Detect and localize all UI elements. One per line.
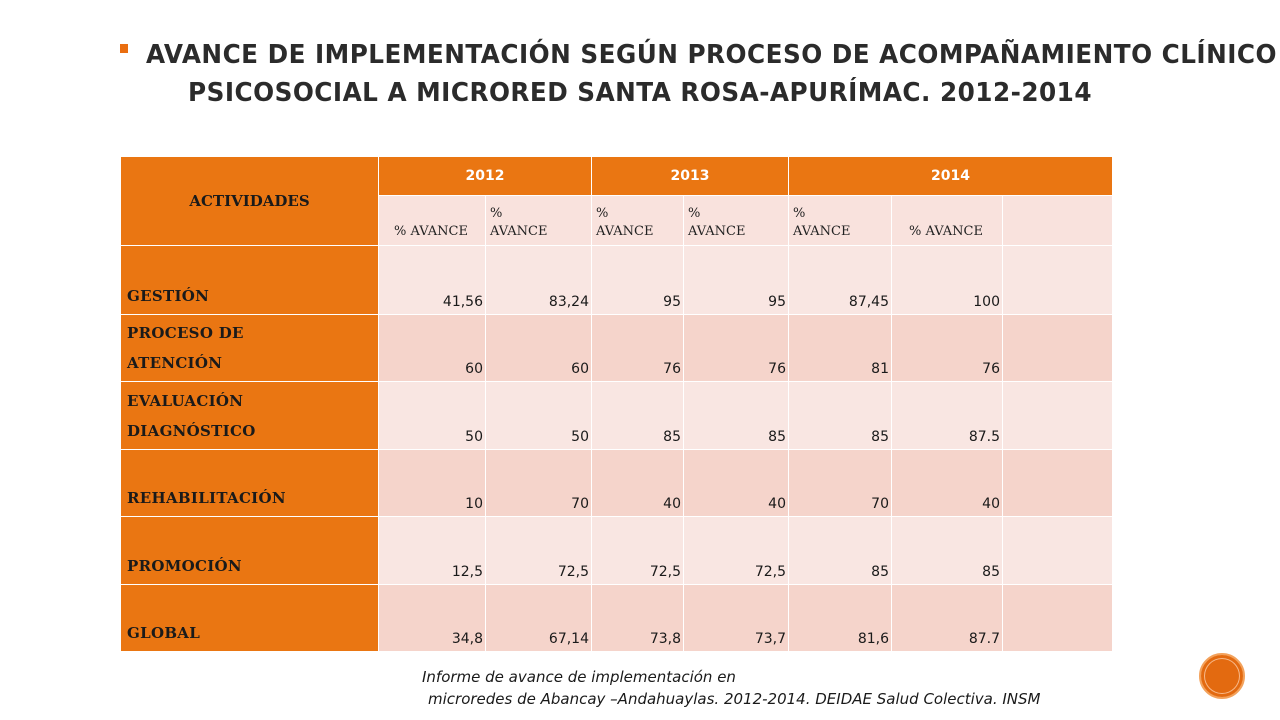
value-cell: 76 — [592, 315, 684, 382]
value-cell: 87.5 — [892, 382, 1003, 450]
subheader-text: % AVANCE — [394, 224, 468, 239]
activity-label — [121, 246, 379, 315]
table-row — [121, 517, 1113, 585]
footnote-line-1: Informe de avance de implementación en — [422, 668, 736, 686]
year-header-row — [121, 157, 1113, 196]
value-cell: 50 — [379, 382, 486, 450]
activity-label — [121, 315, 379, 382]
value-cell: 73,7 — [684, 585, 789, 652]
activity-label — [121, 517, 379, 585]
subheader-cell — [789, 196, 892, 246]
source-footnote — [422, 666, 1041, 710]
subheader-cell — [892, 196, 1003, 246]
table-row — [121, 585, 1113, 652]
value-cell: 40 — [592, 450, 684, 517]
progress-table — [120, 156, 1113, 652]
activity-label-text: REHABILITACIÓN — [127, 489, 286, 507]
subheader-cell — [592, 196, 684, 246]
value-cell: 72,5 — [486, 517, 592, 585]
value-cell: 85 — [789, 382, 892, 450]
subheader-text: % — [688, 206, 701, 221]
value-cell: 81 — [789, 315, 892, 382]
subheader-text: % — [596, 206, 609, 221]
subheader-cell — [486, 196, 592, 246]
activity-label-text: EVALUACIÓN — [127, 392, 244, 410]
value-cell: 70 — [486, 450, 592, 517]
subheader-text: % AVANCE — [909, 224, 983, 239]
value-cell: 70 — [789, 450, 892, 517]
slide-title-line-2: PSICOSOCIAL A MICRORED SANTA ROSA-APURÍMAC. 2012-2014 — [187, 78, 1092, 108]
table-row — [121, 450, 1113, 517]
value-cell: 72,5 — [684, 517, 789, 585]
value-cell: 87,45 — [789, 246, 892, 315]
slide-title — [146, 36, 1277, 112]
subheader-cell — [684, 196, 789, 246]
value-cell: 67,14 — [486, 585, 592, 652]
subheader-text: % — [490, 206, 503, 221]
value-cell: 12,5 — [379, 517, 486, 585]
activity-label — [121, 382, 379, 450]
empty-cell — [1003, 196, 1113, 246]
value-cell: 95 — [684, 246, 789, 315]
activity-label-text: GLOBAL — [127, 624, 201, 642]
value-cell: 34,8 — [379, 585, 486, 652]
value-cell: 85 — [684, 382, 789, 450]
subheader-cell — [379, 196, 486, 246]
value-cell: 50 — [486, 382, 592, 450]
title-accent-square — [120, 44, 128, 53]
slide-nav-button[interactable] — [1199, 653, 1245, 699]
activity-label-text: ATENCIÓN — [127, 354, 223, 372]
value-cell: 40 — [684, 450, 789, 517]
value-cell: 83,24 — [486, 246, 592, 315]
empty-cell — [1003, 382, 1113, 450]
value-cell: 73,8 — [592, 585, 684, 652]
year-header-2012: 2012 — [379, 157, 592, 196]
activity-label — [121, 585, 379, 652]
empty-cell — [1003, 315, 1113, 382]
subheader-text: AVANCE — [793, 224, 851, 239]
value-cell: 85 — [892, 517, 1003, 585]
year-header-2014: 2014 — [789, 157, 1113, 196]
subheader-text: % — [793, 206, 806, 221]
empty-cell — [1003, 246, 1113, 315]
value-cell: 95 — [592, 246, 684, 315]
activity-label-text: GESTIÓN — [127, 287, 210, 305]
subheader-text: AVANCE — [688, 224, 746, 239]
value-cell: 10 — [379, 450, 486, 517]
value-cell: 72,5 — [592, 517, 684, 585]
value-cell: 81,6 — [789, 585, 892, 652]
subheader-text: AVANCE — [596, 224, 654, 239]
subheader-text: AVANCE — [490, 224, 548, 239]
empty-cell — [1003, 450, 1113, 517]
value-cell: 85 — [789, 517, 892, 585]
value-cell: 41,56 — [379, 246, 486, 315]
footnote-line-2: microredes de Abancay –Andahuaylas. 2012-2014. DEIDAE Salud Colectiva. INSM — [428, 690, 1041, 708]
activity-label-text: PROMOCIÓN — [127, 557, 242, 575]
activities-header: ACTIVIDADES — [121, 157, 379, 246]
value-cell: 60 — [379, 315, 486, 382]
year-header-2013: 2013 — [592, 157, 789, 196]
table-row — [121, 315, 1113, 382]
activity-label — [121, 450, 379, 517]
table-row — [121, 246, 1113, 315]
table-row — [121, 382, 1113, 450]
value-cell: 85 — [592, 382, 684, 450]
value-cell: 76 — [892, 315, 1003, 382]
value-cell: 100 — [892, 246, 1003, 315]
slide-title-line-1: AVANCE DE IMPLEMENTACIÓN SEGÚN PROCESO DE ACOMPAÑAMIENTO CLÍNICO — [146, 40, 1277, 70]
value-cell: 87.7 — [892, 585, 1003, 652]
activity-label-text: DIAGNÓSTICO — [127, 422, 256, 440]
activity-label-text: PROCESO DE — [127, 324, 244, 342]
value-cell: 60 — [486, 315, 592, 382]
empty-cell — [1003, 517, 1113, 585]
value-cell: 40 — [892, 450, 1003, 517]
empty-cell — [1003, 585, 1113, 652]
value-cell: 76 — [684, 315, 789, 382]
